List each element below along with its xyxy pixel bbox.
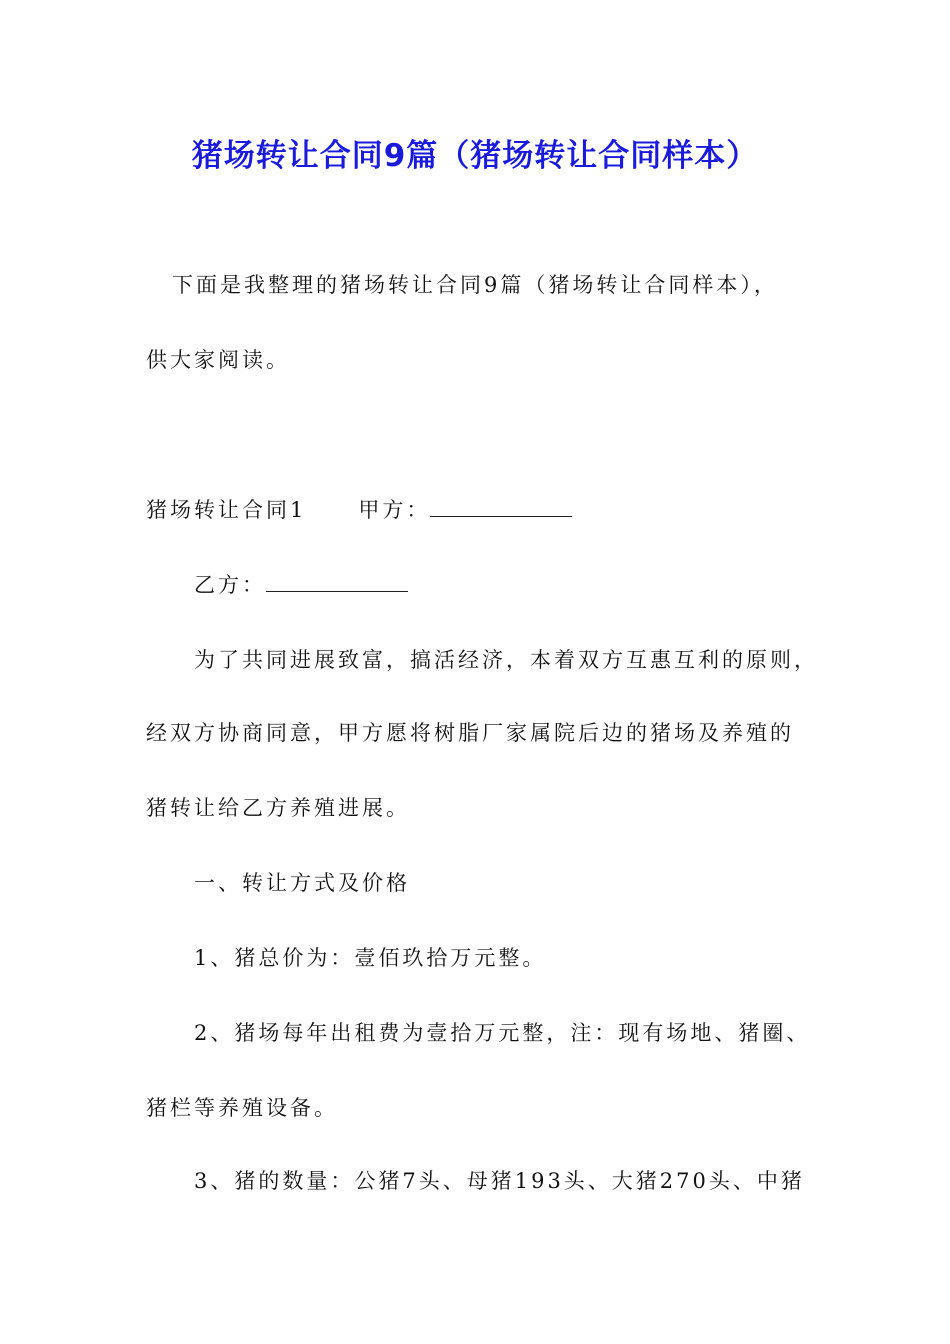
party-b-blank — [266, 573, 408, 592]
party-a-label: 甲方： — [358, 498, 431, 522]
party-b-row — [194, 570, 408, 600]
contract-heading-row — [146, 495, 572, 525]
item-1: 1、猪总价为：壹佰玖拾万元整。 — [194, 946, 547, 970]
item-2-line-2: 猪栏等养殖设备。 — [146, 1096, 338, 1120]
document-title: 猪场转让合同9篇（猪场转让合同样本） — [191, 138, 759, 174]
contract-1-heading: 猪场转让合同1 — [146, 498, 307, 522]
party-b-label: 乙方： — [194, 573, 266, 597]
intro-line-1: 下面是我整理的猪场转让合同9篇（猪场转让合同样本）， — [172, 273, 778, 297]
intro-line-2: 供大家阅读。 — [146, 348, 290, 372]
para-1-line-2: 经双方协商同意，甲方愿将树脂厂家属院后边的猪场及养殖的 — [146, 721, 794, 745]
party-a-blank — [430, 498, 572, 517]
item-2-line-1: 2、猪场每年出租费为壹拾万元整，注：现有场地、猪圈、 — [194, 1021, 811, 1045]
section-1-heading: 一、转让方式及价格 — [194, 871, 410, 895]
para-1-line-3: 猪转让给乙方养殖进展。 — [146, 796, 410, 820]
item-3-line-1: 3、猪的数量：公猪7头、母猪193头、大猪270头、中猪 — [194, 1169, 805, 1193]
para-1-line-1: 为了共同进展致富，搞活经济，本着双方互惠互利的原则， — [194, 648, 818, 672]
